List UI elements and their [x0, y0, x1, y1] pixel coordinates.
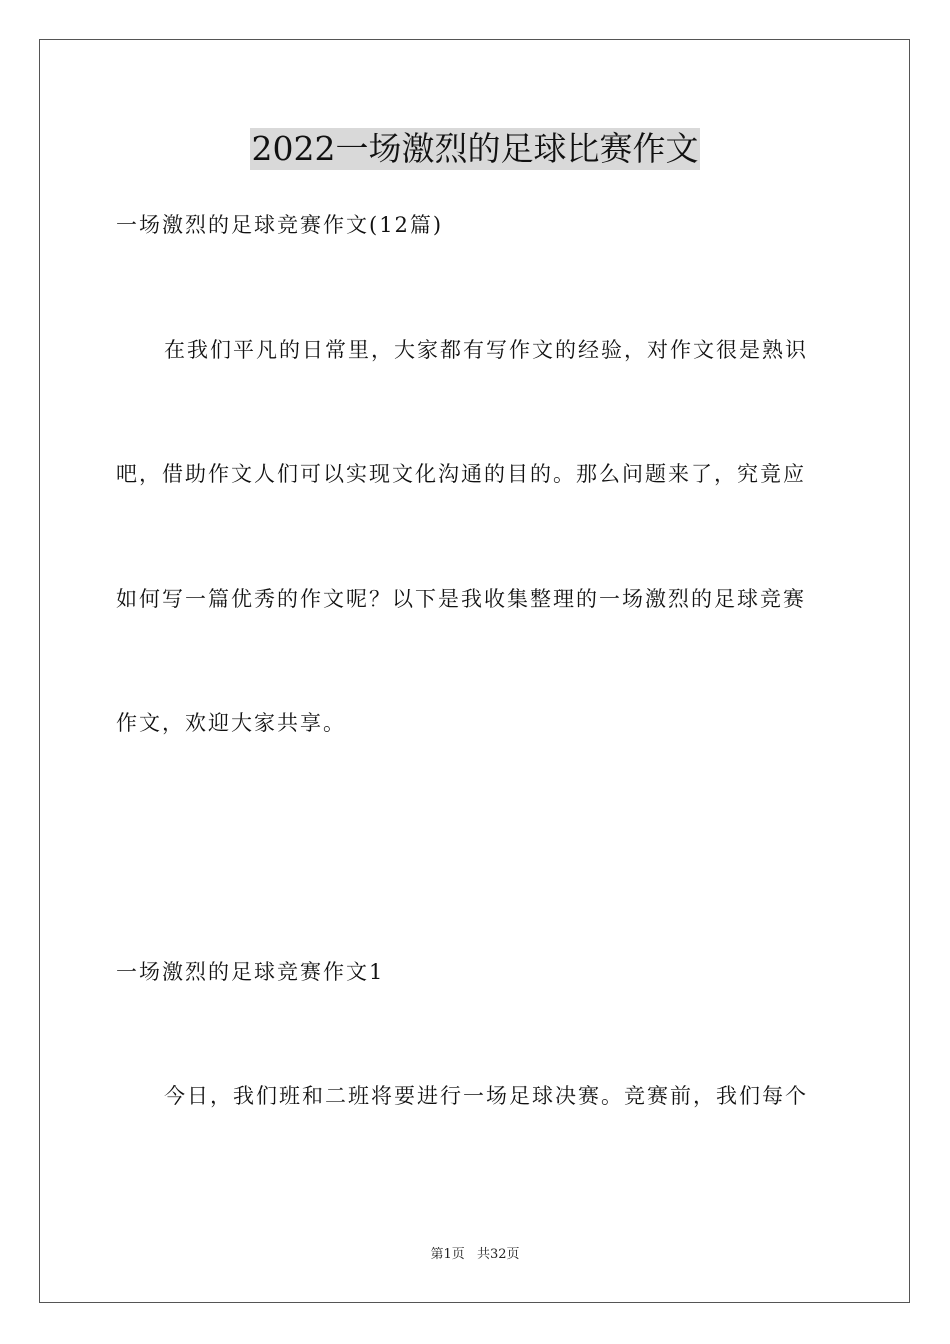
- paragraph-line: 作文，欢迎大家共享。: [116, 711, 346, 735]
- title-container: [0, 128, 950, 170]
- paragraph-line: 如何写一篇优秀的作文呢？以下是我收集整理的一场激烈的足球竞赛: [116, 587, 806, 611]
- page-footer: [0, 1246, 950, 1264]
- paragraph-line: 吧，借助作文人们可以实现文化沟通的目的。那么问题来了，究竟应: [116, 462, 806, 486]
- page-number: 第1页: [430, 1247, 465, 1262]
- paragraph-line: 今日，我们班和二班将要进行一场足球决赛。竞赛前，我们每个: [164, 1084, 808, 1108]
- section-heading: 一场激烈的足球竞赛作文1: [116, 960, 385, 984]
- document-subtitle: 一场激烈的足球竞赛作文(12篇): [116, 213, 444, 237]
- document-title: 2022一场激烈的足球比赛作文: [251, 129, 699, 168]
- page-total: 共32页: [476, 1247, 520, 1262]
- paragraph-line: 在我们平凡的日常里，大家都有写作文的经验，对作文很是熟识: [164, 338, 808, 362]
